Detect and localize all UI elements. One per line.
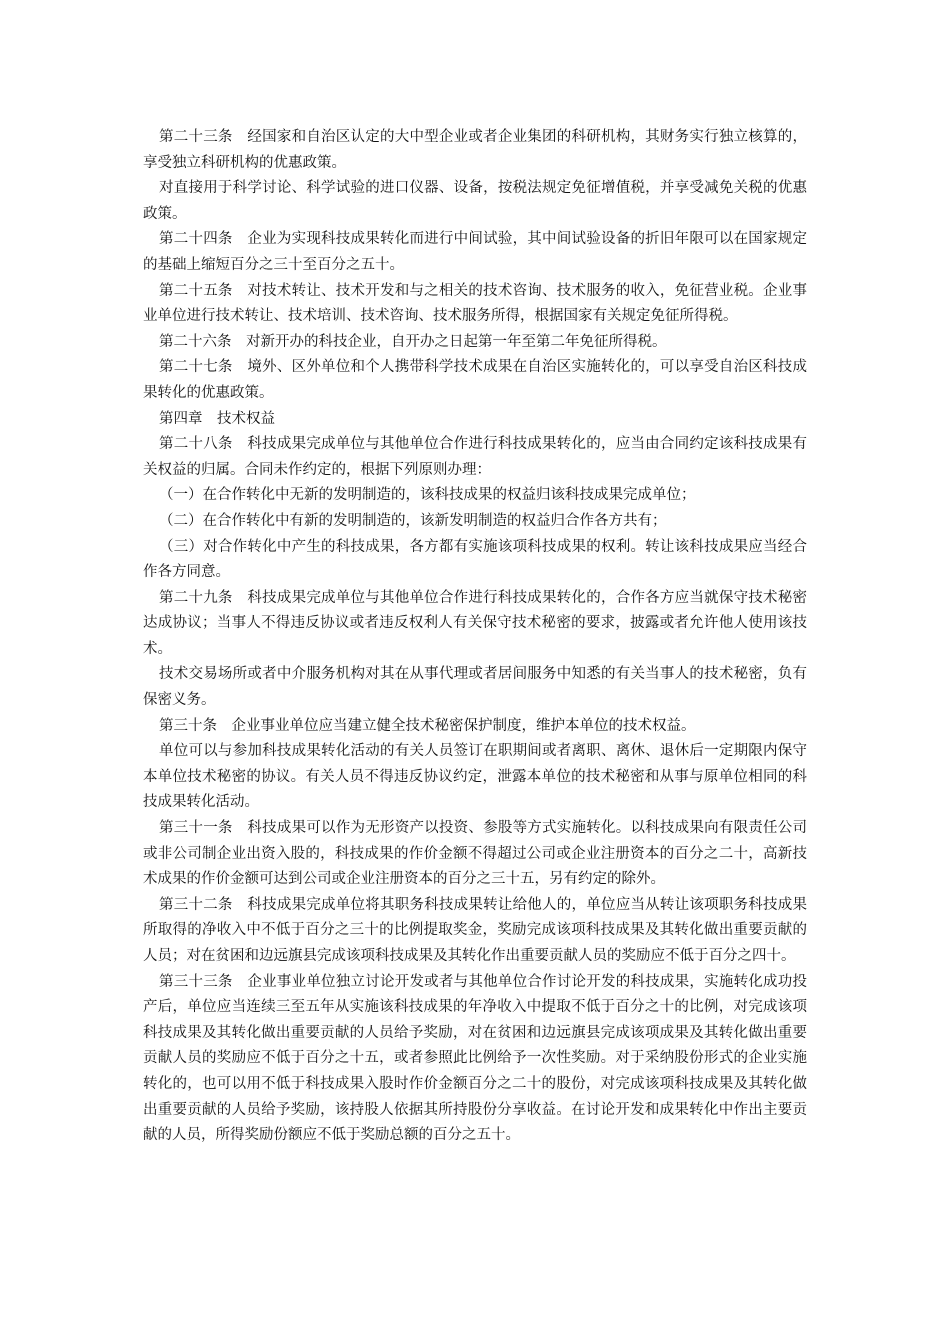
paragraph-confidentiality: 技术交易场所或者中介服务机构对其在从事代理或者居间服务中知悉的有关当事人的技术秘密，负有保密义务。 [143, 666, 807, 709]
paragraph-article-28: 第二十八条 科技成果完成单位与其他单位合作进行科技成果转化的，应当由合同约定该科技成果有关权益的归属。合同未作约定的，根据下列原则办理： [143, 436, 807, 478]
paragraph-article-33: 第三十三条 企业事业单位独立讨论开发或者与其他单位合作讨论开发的科技成果，实施转化成功投产后，单位应当连续三至五年从实施该科技成果的年净收入中提取不低于百分之十的比例，对完成该项科技成果及其转化做出重要贡献的人员给予奖励，对在贫困和边远旗县完成该项成果及其转化做出重要贡献人员的奖励应不低于百分之十五，或者参照此比例给予一次性奖励。对于采纳股份形式的企业实施转化的，也可以用不低于科技成果入股时作价金额百分之二十的股份，对完成该项科技成果及其转化做出重要贡献的人员给予奖励，该持股人依据其所持股份分享收益。在讨论开发和成果转化中作出主要贡献的人员，所得奖励份额应不低于奖励总额的百分之五十。 [143, 973, 807, 1144]
list-item-2: （二）在合作转化中有新的发明制造的，该新发明制造的权益归合作各方共有； [159, 512, 667, 529]
paragraph-import-equipment: 对直接用于科学讨论、科学试验的进口仪器、设备，按税法规定免征增值税，并享受减免关税的优惠政策。 [143, 180, 807, 222]
paragraph-article-25: 第二十五条 对技术转让、技术开发和与之相关的技术咨询、技术服务的收入，免征营业税。企业事业单位进行技术转让、技术培训、技术咨询、技术服务所得，根据国家有关规定免征所得税。 [143, 282, 807, 325]
paragraph-article-24: 第二十四条 企业为实现科技成果转化而进行中间试验，其中间试验设备的折旧年限可以在国家规定的基础上缩短百分之三十至百分之五十。 [143, 231, 807, 273]
chapter-heading: 第四章 技术权益 [159, 410, 275, 427]
list-item-3: （三）对合作转化中产生的科技成果，各方都有实施该项科技成果的权利。转让该科技成果应当经合作各方同意。 [143, 538, 807, 581]
paragraph-article-32: 第三十二条 科技成果完成单位将其职务科技成果转让给他人的，单位应当从转让该项职务科技成果所取得的净收入中不低于百分之三十的比例提取奖金，奖励完成该项科技成果及其转化做出重要贡献的人员；对在贫困和边远旗县完成该项科技成果及其转化作出重要贡献人员的奖励应不低于百分之四十。 [143, 896, 807, 964]
paragraph-secrecy-agreement: 单位可以与参加科技成果转化活动的有关人员签订在职期间或者离职、离休、退休后一定期限内保守本单位技术秘密的协议。有关人员不得违反协议约定，泄露本单位的技术秘密和从事与原单位相同的科技成果转化活动。 [143, 743, 807, 811]
document-body [143, 125, 807, 1149]
paragraph-article-30: 第三十条 企业事业单位应当建立健全技术秘密保护制度，维护本单位的技术权益。 [159, 717, 696, 734]
paragraph-article-23: 第二十三条 经国家和自治区认定的大中型企业或者企业集团的科研机构，其财务实行独立核算的，享受独立科研机构的优惠政策。 [143, 129, 807, 171]
paragraph-article-31: 第三十一条 科技成果可以作为无形资产以投资、参股等方式实施转化。以科技成果向有限责任公司或非公司制企业出资入股的，科技成果的作价金额不得超过公司或企业注册资本的百分之二十，高新技术成果的作价金额可达到公司或企业注册资本的百分之三十五，另有约定的除外。 [143, 820, 807, 888]
paragraph-article-27: 第二十七条 境外、区外单位和个人携带科学技术成果在自治区实施转化的，可以享受自治区科技成果转化的优惠政策。 [143, 359, 807, 401]
paragraph-article-29: 第二十九条 科技成果完成单位与其他单位合作进行科技成果转化的，合作各方应当就保守技术秘密达成协议；当事人不得违反协议或者违反权利人有关保守技术秘密的要求，披露或者允许他人使用该技术。 [143, 589, 807, 657]
list-item-1: （一）在合作转化中无新的发明制造的，该科技成果的权益归该科技成果完成单位； [159, 487, 696, 504]
paragraph-article-26: 第二十六条 对新开办的科技企业，自开办之日起第一年至第二年免征所得税。 [159, 333, 667, 350]
